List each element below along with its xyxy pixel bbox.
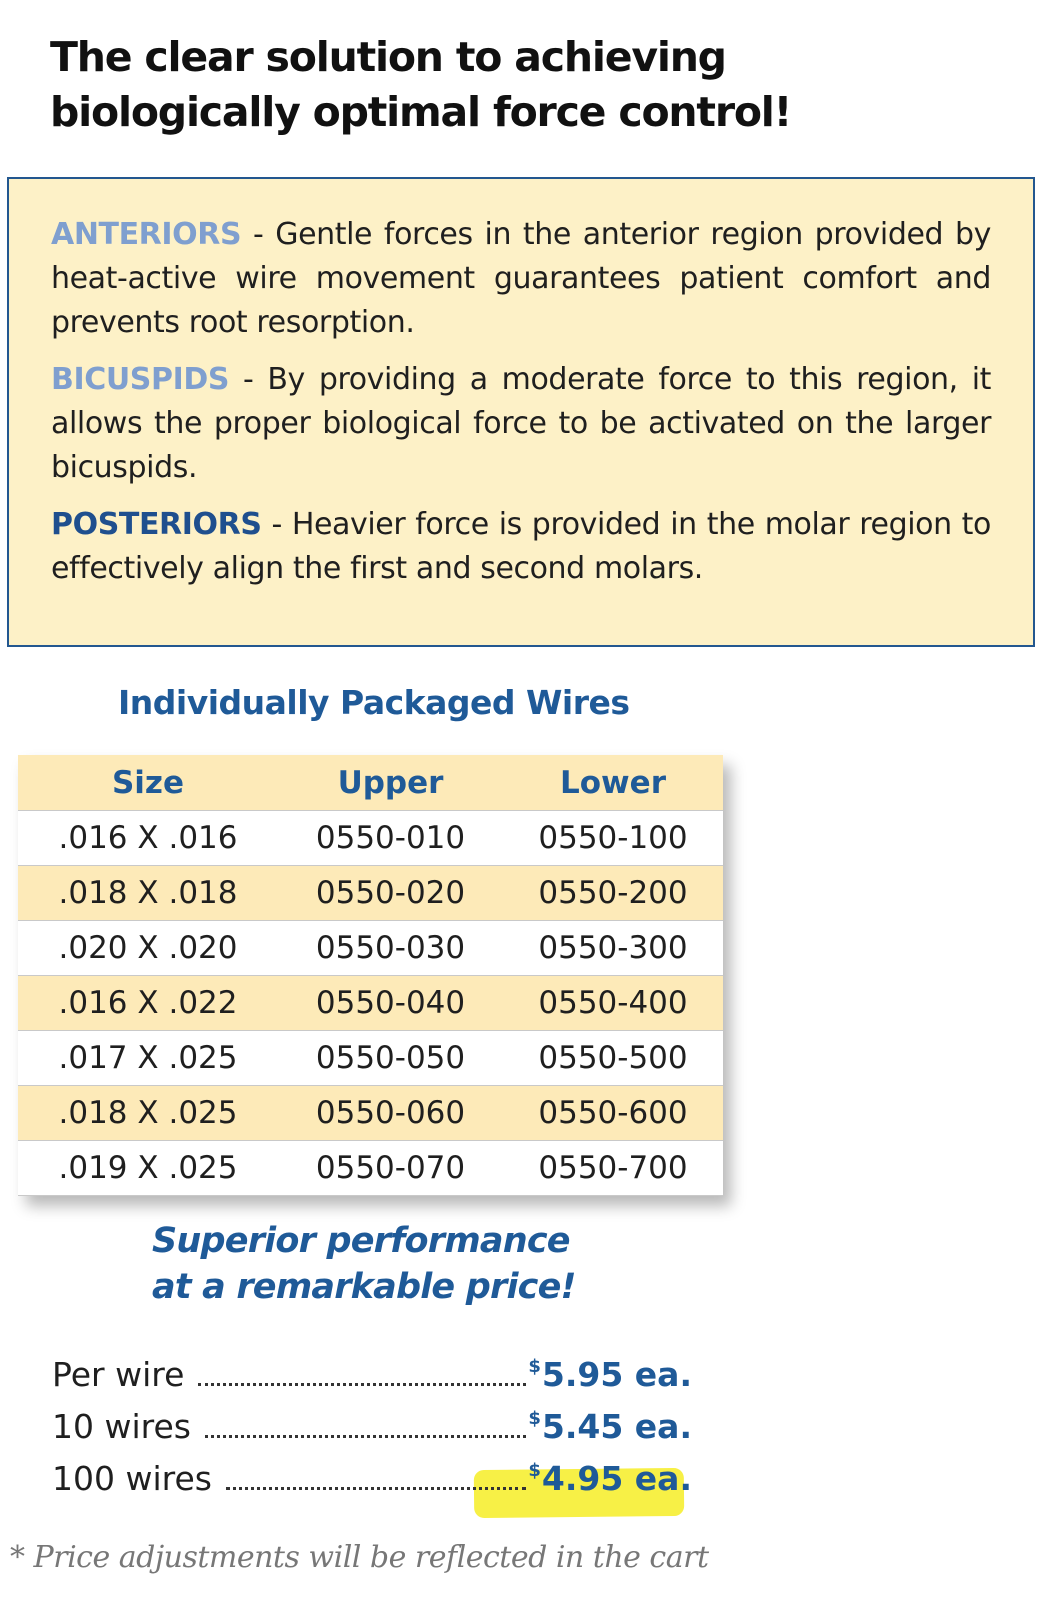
price-value bbox=[526, 1407, 692, 1446]
wire-table bbox=[18, 755, 723, 1196]
anteriors-text: - Gentle forces in the anterior region provided by heat-active wire movement guarantees patient comfort and prevents root resorption. bbox=[51, 217, 991, 340]
header-lower: Lower bbox=[503, 755, 723, 811]
cell-upper: 0550-060 bbox=[278, 1086, 503, 1141]
posteriors-text: - Heavier force is provided in the molar region to effectively align the first and second molars. bbox=[51, 507, 991, 586]
cell-size: .016 X .022 bbox=[18, 976, 278, 1031]
cell-upper: 0550-030 bbox=[278, 921, 503, 976]
currency-symbol: $ bbox=[528, 1460, 541, 1481]
dot-leader bbox=[205, 1434, 526, 1438]
table-header-row bbox=[18, 755, 723, 811]
headline-line-1: The clear solution to achieving bbox=[50, 33, 726, 81]
cell-size: .018 X .025 bbox=[18, 1086, 278, 1141]
cell-size: .017 X .025 bbox=[18, 1031, 278, 1086]
cell-upper: 0550-070 bbox=[278, 1141, 503, 1196]
posteriors-term: POSTERIORS bbox=[51, 507, 262, 542]
price-label: 10 wires bbox=[52, 1407, 191, 1446]
cell-size: .018 X .018 bbox=[18, 866, 278, 921]
tagline-line-2: at a remarkable price! bbox=[152, 1267, 576, 1307]
table-row bbox=[18, 921, 723, 976]
price-amount: 5.45 ea. bbox=[541, 1407, 692, 1446]
cell-lower: 0550-100 bbox=[503, 811, 723, 866]
price-amount: 5.95 ea. bbox=[541, 1355, 692, 1394]
cell-size: .016 X .016 bbox=[18, 811, 278, 866]
headline bbox=[50, 30, 950, 140]
cell-lower: 0550-500 bbox=[503, 1031, 723, 1086]
price-disclaimer: * Price adjustments will be reflected in the cart bbox=[10, 1540, 709, 1575]
header-size: Size bbox=[18, 755, 278, 811]
anteriors-paragraph bbox=[51, 213, 991, 345]
currency-symbol: $ bbox=[528, 1356, 541, 1377]
table-row bbox=[18, 1031, 723, 1086]
anteriors-term: ANTERIORS bbox=[51, 217, 242, 252]
bicuspids-term: BICUSPIDS bbox=[51, 362, 230, 397]
table-title: Individually Packaged Wires bbox=[118, 683, 630, 722]
bicuspids-paragraph bbox=[51, 358, 991, 490]
table-row bbox=[18, 811, 723, 866]
price-value bbox=[526, 1355, 692, 1394]
header-upper: Upper bbox=[278, 755, 503, 811]
cell-upper: 0550-040 bbox=[278, 976, 503, 1031]
currency-symbol: $ bbox=[528, 1408, 541, 1429]
price-row-10-wires bbox=[52, 1407, 692, 1459]
price-amount: 4.95 ea. bbox=[541, 1459, 692, 1498]
dot-leader bbox=[198, 1382, 526, 1386]
cell-lower: 0550-200 bbox=[503, 866, 723, 921]
price-label: Per wire bbox=[52, 1355, 185, 1394]
cell-lower: 0550-600 bbox=[503, 1086, 723, 1141]
cell-size: .020 X .020 bbox=[18, 921, 278, 976]
price-row-per-wire bbox=[52, 1355, 692, 1407]
tagline bbox=[152, 1218, 576, 1310]
cell-upper: 0550-050 bbox=[278, 1031, 503, 1086]
price-list bbox=[52, 1355, 692, 1511]
dot-leader bbox=[226, 1486, 526, 1490]
headline-line-2: biologically optimal force control! bbox=[50, 88, 792, 136]
cell-lower: 0550-300 bbox=[503, 921, 723, 976]
table-row bbox=[18, 866, 723, 921]
cell-lower: 0550-400 bbox=[503, 976, 723, 1031]
price-row-100-wires bbox=[52, 1459, 692, 1511]
cell-lower: 0550-700 bbox=[503, 1141, 723, 1196]
cell-upper: 0550-010 bbox=[278, 811, 503, 866]
posteriors-paragraph bbox=[51, 503, 991, 591]
region-info-box bbox=[7, 177, 1035, 647]
table-row bbox=[18, 1141, 723, 1196]
cell-upper: 0550-020 bbox=[278, 866, 503, 921]
price-value bbox=[526, 1459, 692, 1498]
price-label: 100 wires bbox=[52, 1459, 212, 1498]
bicuspids-text: - By providing a moderate force to this region, it allows the proper biological force to be activated on the larger bicuspids. bbox=[51, 362, 991, 485]
tagline-line-1: Superior performance bbox=[152, 1221, 570, 1261]
cell-size: .019 X .025 bbox=[18, 1141, 278, 1196]
table-row bbox=[18, 1086, 723, 1141]
table-row bbox=[18, 976, 723, 1031]
